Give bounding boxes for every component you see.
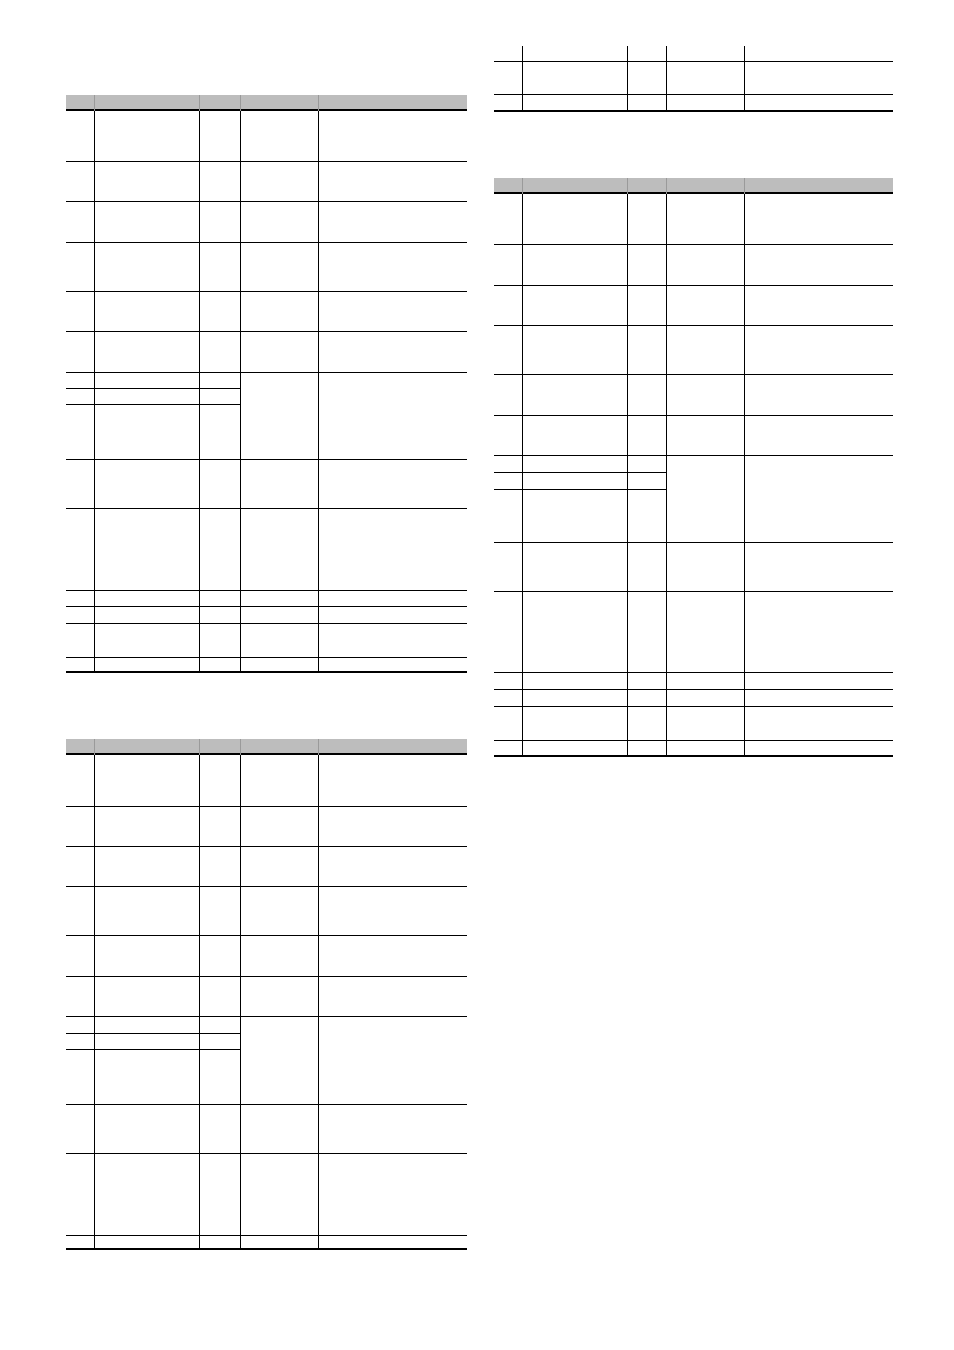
column-divider (666, 542, 667, 591)
column-divider (627, 374, 628, 415)
column-divider (94, 623, 95, 657)
column-divider (199, 657, 200, 672)
column-divider (666, 591, 667, 672)
row-separator (494, 472, 666, 473)
row-separator (66, 291, 467, 292)
column-divider (627, 591, 628, 672)
row-separator (66, 388, 240, 389)
row-separator (494, 61, 893, 62)
column-divider (240, 1033, 241, 1049)
table-header-row (66, 739, 467, 755)
column-divider (240, 1153, 241, 1235)
column-divider (199, 935, 200, 976)
column-divider (318, 508, 319, 590)
column-divider (627, 689, 628, 706)
row-separator (66, 1049, 240, 1050)
column-divider (94, 976, 95, 1016)
column-divider (318, 590, 319, 606)
column-divider (627, 472, 628, 489)
column-divider (94, 331, 95, 372)
column-divider (522, 94, 523, 111)
column-divider (199, 755, 200, 806)
table-3 (494, 46, 893, 113)
column-divider (199, 201, 200, 242)
column-divider (744, 415, 745, 455)
column-divider (318, 846, 319, 886)
column-divider (318, 201, 319, 242)
column-divider (666, 194, 667, 244)
header-column-divider (744, 178, 745, 194)
row-separator (494, 689, 893, 690)
column-divider (240, 606, 241, 623)
row-separator (494, 455, 893, 456)
column-divider (666, 689, 667, 706)
column-divider (94, 372, 95, 388)
column-divider (522, 244, 523, 285)
column-divider (627, 194, 628, 244)
column-divider (199, 331, 200, 372)
row-separator (494, 740, 893, 741)
column-divider (522, 46, 523, 61)
column-divider (199, 1016, 200, 1033)
row-separator (66, 935, 467, 936)
row-separator (494, 755, 893, 757)
column-divider (522, 61, 523, 94)
column-divider (199, 242, 200, 291)
header-column-divider (199, 95, 200, 111)
column-divider (199, 846, 200, 886)
column-divider (744, 472, 745, 489)
column-divider (199, 291, 200, 331)
column-divider (240, 242, 241, 291)
column-divider (627, 325, 628, 374)
row-separator (66, 1235, 467, 1236)
column-divider (94, 846, 95, 886)
column-divider (744, 591, 745, 672)
column-divider (240, 590, 241, 606)
column-divider (666, 325, 667, 374)
column-divider (744, 244, 745, 285)
row-separator (494, 285, 893, 286)
column-divider (522, 285, 523, 325)
column-divider (240, 657, 241, 672)
header-column-divider (318, 95, 319, 111)
column-divider (199, 1104, 200, 1153)
column-divider (240, 388, 241, 404)
column-divider (199, 590, 200, 606)
column-divider (318, 161, 319, 201)
column-divider (199, 606, 200, 623)
column-divider (627, 46, 628, 61)
row-separator (66, 1033, 240, 1034)
column-divider (94, 590, 95, 606)
column-divider (199, 372, 200, 388)
column-divider (199, 1235, 200, 1249)
column-divider (94, 508, 95, 590)
column-divider (744, 325, 745, 374)
row-separator (66, 372, 467, 373)
column-divider (318, 755, 319, 806)
column-divider (240, 846, 241, 886)
column-divider (94, 201, 95, 242)
column-divider (522, 489, 523, 542)
column-divider (318, 1153, 319, 1235)
column-divider (666, 472, 667, 489)
column-divider (744, 374, 745, 415)
column-divider (199, 976, 200, 1016)
column-divider (240, 459, 241, 508)
table-header-row (494, 178, 893, 194)
column-divider (94, 1016, 95, 1033)
column-divider (627, 285, 628, 325)
column-divider (240, 291, 241, 331)
column-divider (240, 1235, 241, 1249)
column-divider (318, 935, 319, 976)
row-separator (66, 623, 467, 624)
column-divider (744, 455, 745, 472)
table-bottom-rule (494, 110, 893, 112)
row-separator (66, 671, 467, 673)
column-divider (94, 1153, 95, 1235)
row-separator (66, 846, 467, 847)
row-separator (66, 404, 240, 405)
column-divider (199, 886, 200, 935)
column-divider (240, 1049, 241, 1104)
column-divider (522, 740, 523, 756)
row-separator (494, 542, 893, 543)
column-divider (627, 61, 628, 94)
column-divider (199, 806, 200, 846)
column-divider (199, 404, 200, 459)
column-divider (744, 285, 745, 325)
column-divider (318, 1104, 319, 1153)
table-header-row (66, 95, 467, 111)
column-divider (240, 331, 241, 372)
row-separator (66, 1248, 467, 1250)
column-divider (94, 291, 95, 331)
column-divider (94, 111, 95, 161)
column-divider (318, 1033, 319, 1049)
header-column-divider (627, 178, 628, 194)
header-column-divider (94, 739, 95, 755)
row-separator (494, 591, 893, 592)
column-divider (744, 489, 745, 542)
column-divider (240, 161, 241, 201)
column-divider (318, 1235, 319, 1249)
column-divider (240, 1104, 241, 1153)
column-divider (318, 111, 319, 161)
column-divider (94, 404, 95, 459)
row-separator (494, 94, 893, 95)
table-1 (66, 95, 467, 674)
column-divider (199, 623, 200, 657)
row-separator (66, 1153, 467, 1154)
column-divider (240, 755, 241, 806)
column-divider (666, 489, 667, 542)
column-divider (94, 1104, 95, 1153)
row-separator (66, 508, 467, 509)
column-divider (318, 886, 319, 935)
column-divider (199, 1033, 200, 1049)
column-divider (627, 740, 628, 756)
column-divider (318, 372, 319, 388)
column-divider (199, 1049, 200, 1104)
row-separator (494, 706, 893, 707)
column-divider (522, 194, 523, 244)
row-separator (494, 489, 666, 490)
row-separator (66, 976, 467, 977)
column-divider (318, 388, 319, 404)
column-divider (666, 244, 667, 285)
row-separator (494, 415, 893, 416)
column-divider (240, 623, 241, 657)
column-divider (318, 1049, 319, 1104)
column-divider (522, 542, 523, 591)
column-divider (744, 706, 745, 740)
column-divider (666, 374, 667, 415)
column-divider (666, 46, 667, 61)
column-divider (94, 388, 95, 404)
column-divider (522, 706, 523, 740)
column-divider (627, 455, 628, 472)
column-divider (744, 61, 745, 94)
header-column-divider (94, 95, 95, 111)
column-divider (744, 542, 745, 591)
table-2 (66, 739, 467, 1251)
column-divider (199, 161, 200, 201)
row-separator (66, 459, 467, 460)
column-divider (94, 1049, 95, 1104)
row-separator (66, 606, 467, 607)
column-divider (240, 886, 241, 935)
column-divider (522, 672, 523, 689)
column-divider (666, 94, 667, 111)
column-divider (318, 331, 319, 372)
column-divider (744, 194, 745, 244)
column-divider (522, 591, 523, 672)
column-divider (199, 459, 200, 508)
column-divider (522, 455, 523, 472)
column-divider (318, 606, 319, 623)
row-separator (494, 325, 893, 326)
column-divider (199, 1153, 200, 1235)
column-divider (318, 459, 319, 508)
column-divider (627, 706, 628, 740)
column-divider (744, 672, 745, 689)
header-column-divider (240, 739, 241, 755)
column-divider (522, 374, 523, 415)
column-divider (318, 623, 319, 657)
column-divider (94, 161, 95, 201)
column-divider (94, 1235, 95, 1249)
column-divider (627, 94, 628, 111)
column-divider (318, 404, 319, 459)
row-separator (494, 244, 893, 245)
column-divider (199, 508, 200, 590)
row-separator (66, 201, 467, 202)
column-divider (240, 111, 241, 161)
column-divider (94, 886, 95, 935)
column-divider (94, 606, 95, 623)
header-column-divider (199, 739, 200, 755)
table-4 (494, 178, 893, 758)
column-divider (240, 806, 241, 846)
column-divider (744, 740, 745, 756)
column-divider (627, 672, 628, 689)
column-divider (318, 806, 319, 846)
row-separator (494, 672, 893, 673)
column-divider (318, 657, 319, 672)
column-divider (744, 94, 745, 111)
column-divider (666, 740, 667, 756)
column-divider (94, 755, 95, 806)
column-divider (318, 291, 319, 331)
column-divider (94, 1033, 95, 1049)
column-divider (318, 242, 319, 291)
column-divider (240, 508, 241, 590)
column-divider (240, 404, 241, 459)
row-separator (66, 1104, 467, 1105)
column-divider (318, 976, 319, 1016)
column-divider (199, 111, 200, 161)
column-divider (240, 372, 241, 388)
row-separator (66, 1016, 467, 1017)
column-divider (94, 657, 95, 672)
row-separator (66, 331, 467, 332)
column-divider (666, 285, 667, 325)
column-divider (522, 689, 523, 706)
column-divider (627, 489, 628, 542)
row-separator (494, 374, 893, 375)
header-column-divider (666, 178, 667, 194)
column-divider (522, 415, 523, 455)
column-divider (94, 459, 95, 508)
column-divider (744, 46, 745, 61)
column-divider (94, 806, 95, 846)
column-divider (522, 325, 523, 374)
row-separator (66, 886, 467, 887)
header-column-divider (318, 739, 319, 755)
column-divider (627, 244, 628, 285)
column-divider (522, 472, 523, 489)
row-separator (66, 161, 467, 162)
column-divider (666, 706, 667, 740)
row-separator (66, 806, 467, 807)
column-divider (666, 61, 667, 94)
column-divider (627, 542, 628, 591)
column-divider (240, 976, 241, 1016)
column-divider (627, 415, 628, 455)
header-column-divider (522, 178, 523, 194)
column-divider (240, 935, 241, 976)
column-divider (318, 1016, 319, 1033)
column-divider (666, 672, 667, 689)
column-divider (94, 242, 95, 291)
column-divider (240, 1016, 241, 1033)
column-divider (744, 689, 745, 706)
header-column-divider (240, 95, 241, 111)
column-divider (240, 201, 241, 242)
row-separator (66, 657, 467, 658)
column-divider (666, 415, 667, 455)
column-divider (199, 388, 200, 404)
column-divider (94, 935, 95, 976)
row-separator (66, 590, 467, 591)
row-separator (66, 242, 467, 243)
column-divider (666, 455, 667, 472)
